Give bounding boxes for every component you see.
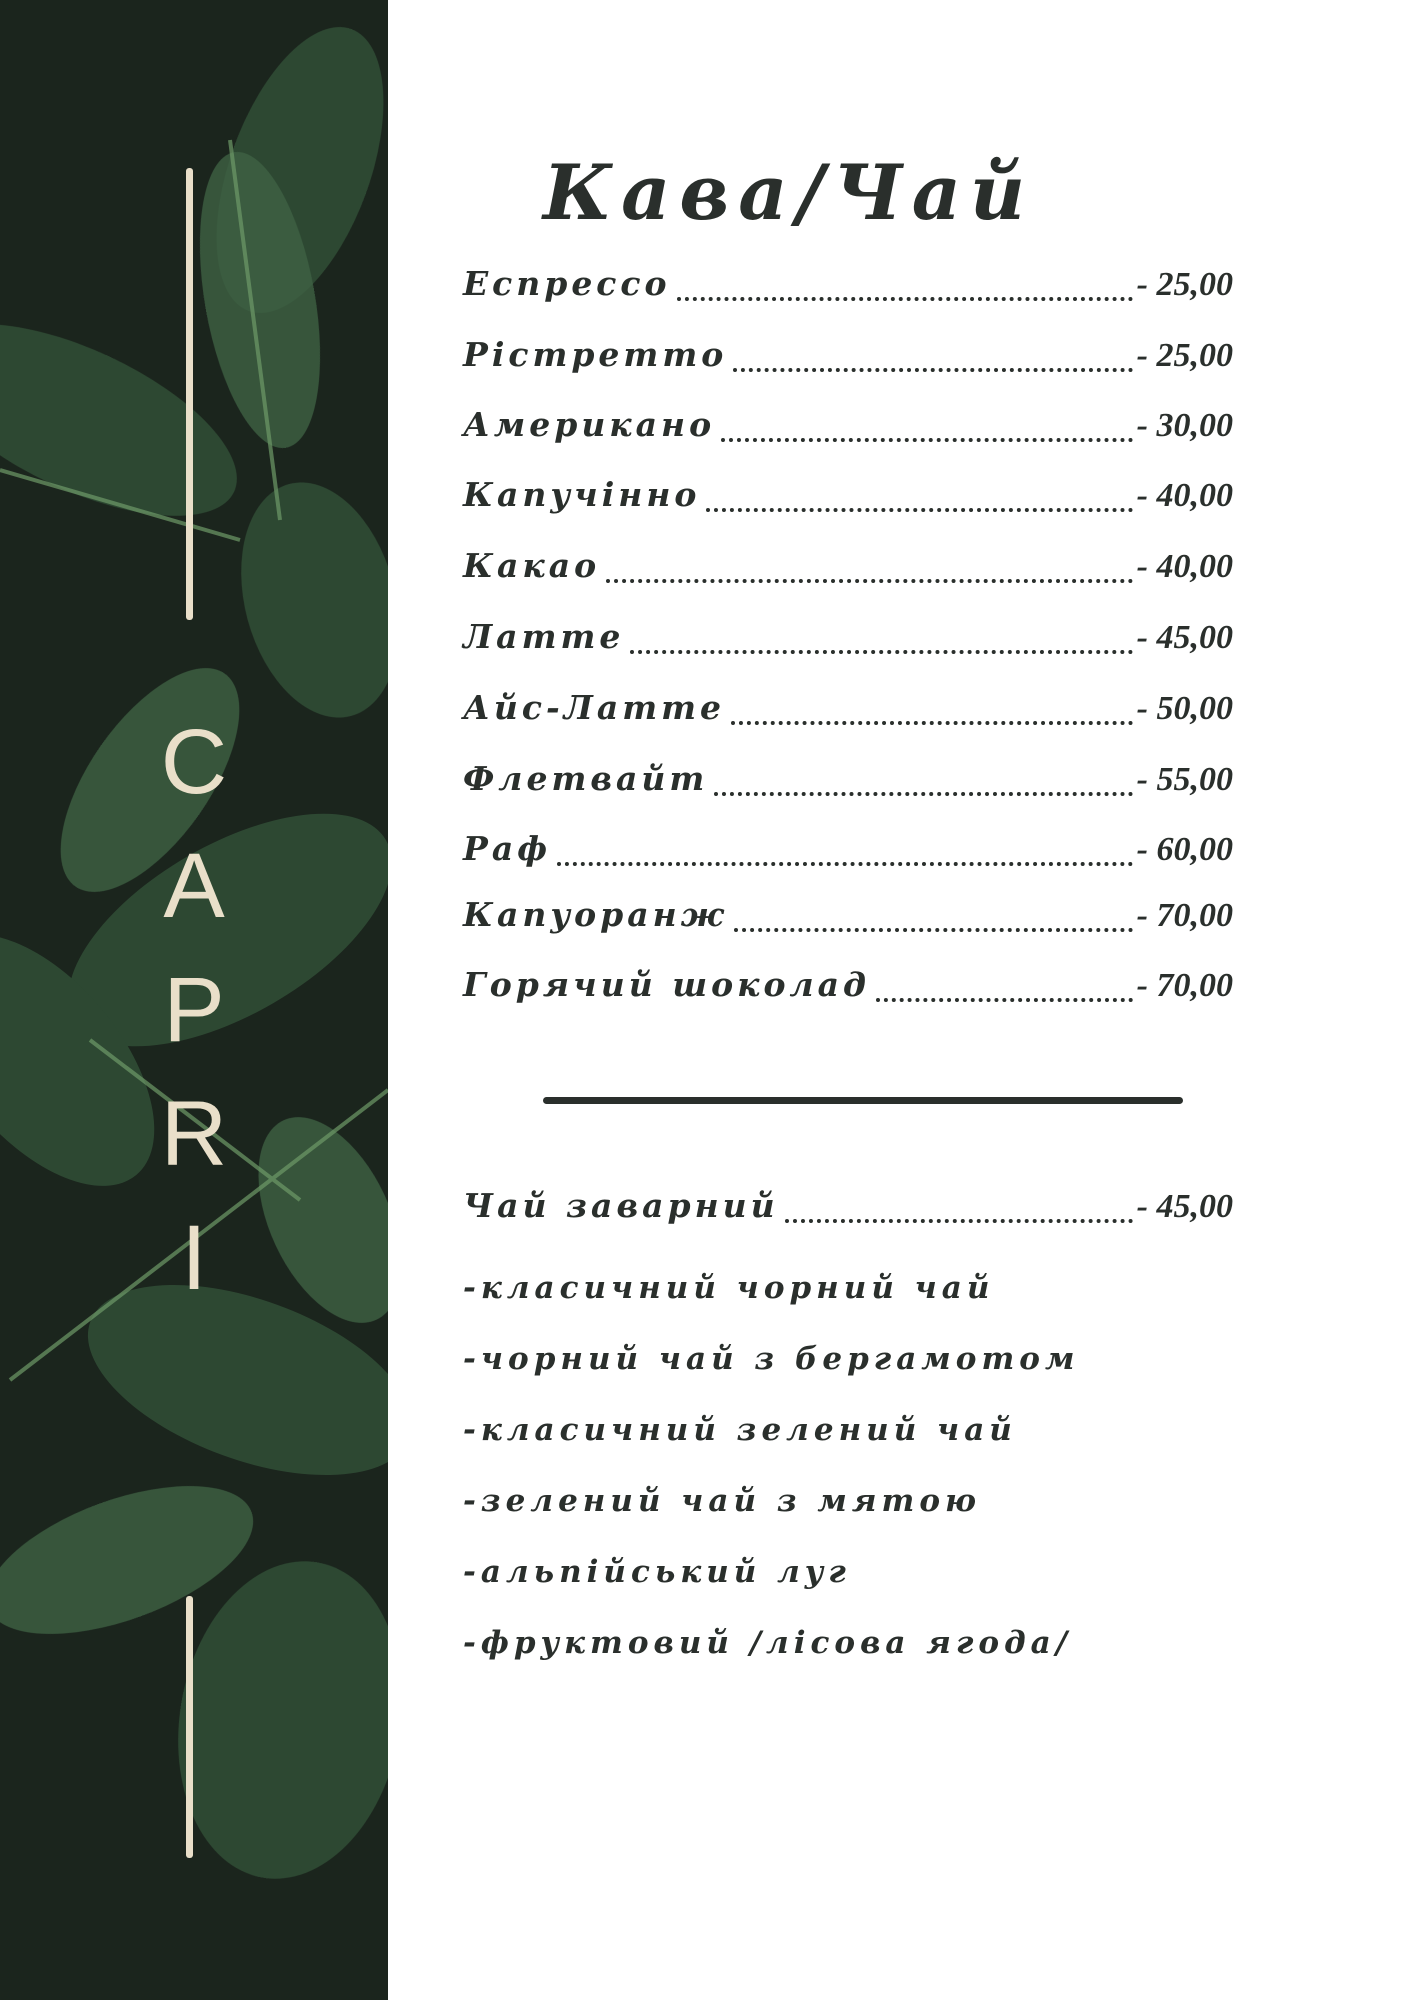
dot-leader [734, 928, 1133, 932]
item-name: Чай заварний [463, 1186, 779, 1225]
brand-letter: A [163, 835, 225, 937]
brand-letter: I [181, 1207, 207, 1309]
bottom-vertical-line [186, 1596, 193, 1858]
dot-leader [785, 1219, 1133, 1223]
menu-item [463, 546, 1233, 594]
menu-item [463, 759, 1233, 807]
item-name: Капуоранж [463, 895, 728, 934]
item-price: - 40,00 [1136, 548, 1233, 585]
item-name: Рістретто [463, 335, 728, 374]
top-vertical-line [186, 168, 193, 620]
item-price: - 55,00 [1136, 761, 1233, 798]
item-name: Флетвайт [463, 759, 709, 798]
dot-leader [557, 862, 1133, 866]
item-name: Еспрессо [463, 264, 671, 303]
leaf-background-panel [0, 0, 388, 2000]
tea-option: -альпійський луг [463, 1554, 851, 1590]
item-name: Какао [463, 546, 601, 585]
brand-letter: R [160, 1083, 228, 1185]
item-price: - 45,00 [1136, 619, 1233, 656]
item-price: - 30,00 [1136, 407, 1233, 444]
dot-leader [733, 368, 1132, 372]
item-name: Горячий шоколад [463, 965, 870, 1004]
section-divider [543, 1097, 1183, 1104]
menu-item [463, 475, 1233, 523]
item-name: Американо [463, 405, 716, 444]
dot-leader [876, 998, 1133, 1002]
item-name: Латте [463, 617, 625, 656]
tea-option: -чорний чай з бергамотом [463, 1341, 1080, 1377]
item-price: - 25,00 [1136, 266, 1233, 303]
menu-item [463, 965, 1233, 1013]
brand-letter: C [160, 711, 228, 813]
item-price: - 50,00 [1136, 690, 1233, 727]
item-name: Айс-Латте [463, 688, 726, 727]
menu-item [463, 617, 1233, 665]
menu-item [463, 264, 1233, 312]
dot-leader [731, 721, 1133, 725]
item-name: Капучінно [463, 475, 701, 514]
dot-leader [721, 438, 1133, 442]
dot-leader [706, 508, 1132, 512]
menu-item [463, 688, 1233, 736]
item-price: - 45,00 [1136, 1188, 1233, 1225]
brand-letter: P [163, 959, 225, 1061]
tea-item [463, 1186, 1233, 1234]
item-price: - 25,00 [1136, 337, 1233, 374]
item-price: - 40,00 [1136, 477, 1233, 514]
tea-option: -зелений чай з мятою [463, 1483, 982, 1519]
menu-item [463, 335, 1233, 383]
item-price: - 70,00 [1136, 897, 1233, 934]
item-price: - 70,00 [1136, 967, 1233, 1004]
menu-title: Кава/Чай [543, 148, 1035, 237]
dot-leader [606, 579, 1133, 583]
item-name: Раф [463, 829, 551, 868]
menu-item [463, 895, 1233, 943]
item-price: - 60,00 [1136, 831, 1233, 868]
tea-option: -фруктовий /лісова ягода/ [463, 1625, 1073, 1661]
dot-leader [630, 650, 1132, 654]
tea-option: -класичний зелений чай [463, 1412, 1017, 1448]
menu-item [463, 829, 1233, 877]
tea-option: -класичний чорний чай [463, 1270, 995, 1306]
menu-item [463, 405, 1233, 453]
dot-leader [677, 297, 1133, 301]
brand-name [139, 700, 249, 1320]
dot-leader [714, 792, 1132, 796]
